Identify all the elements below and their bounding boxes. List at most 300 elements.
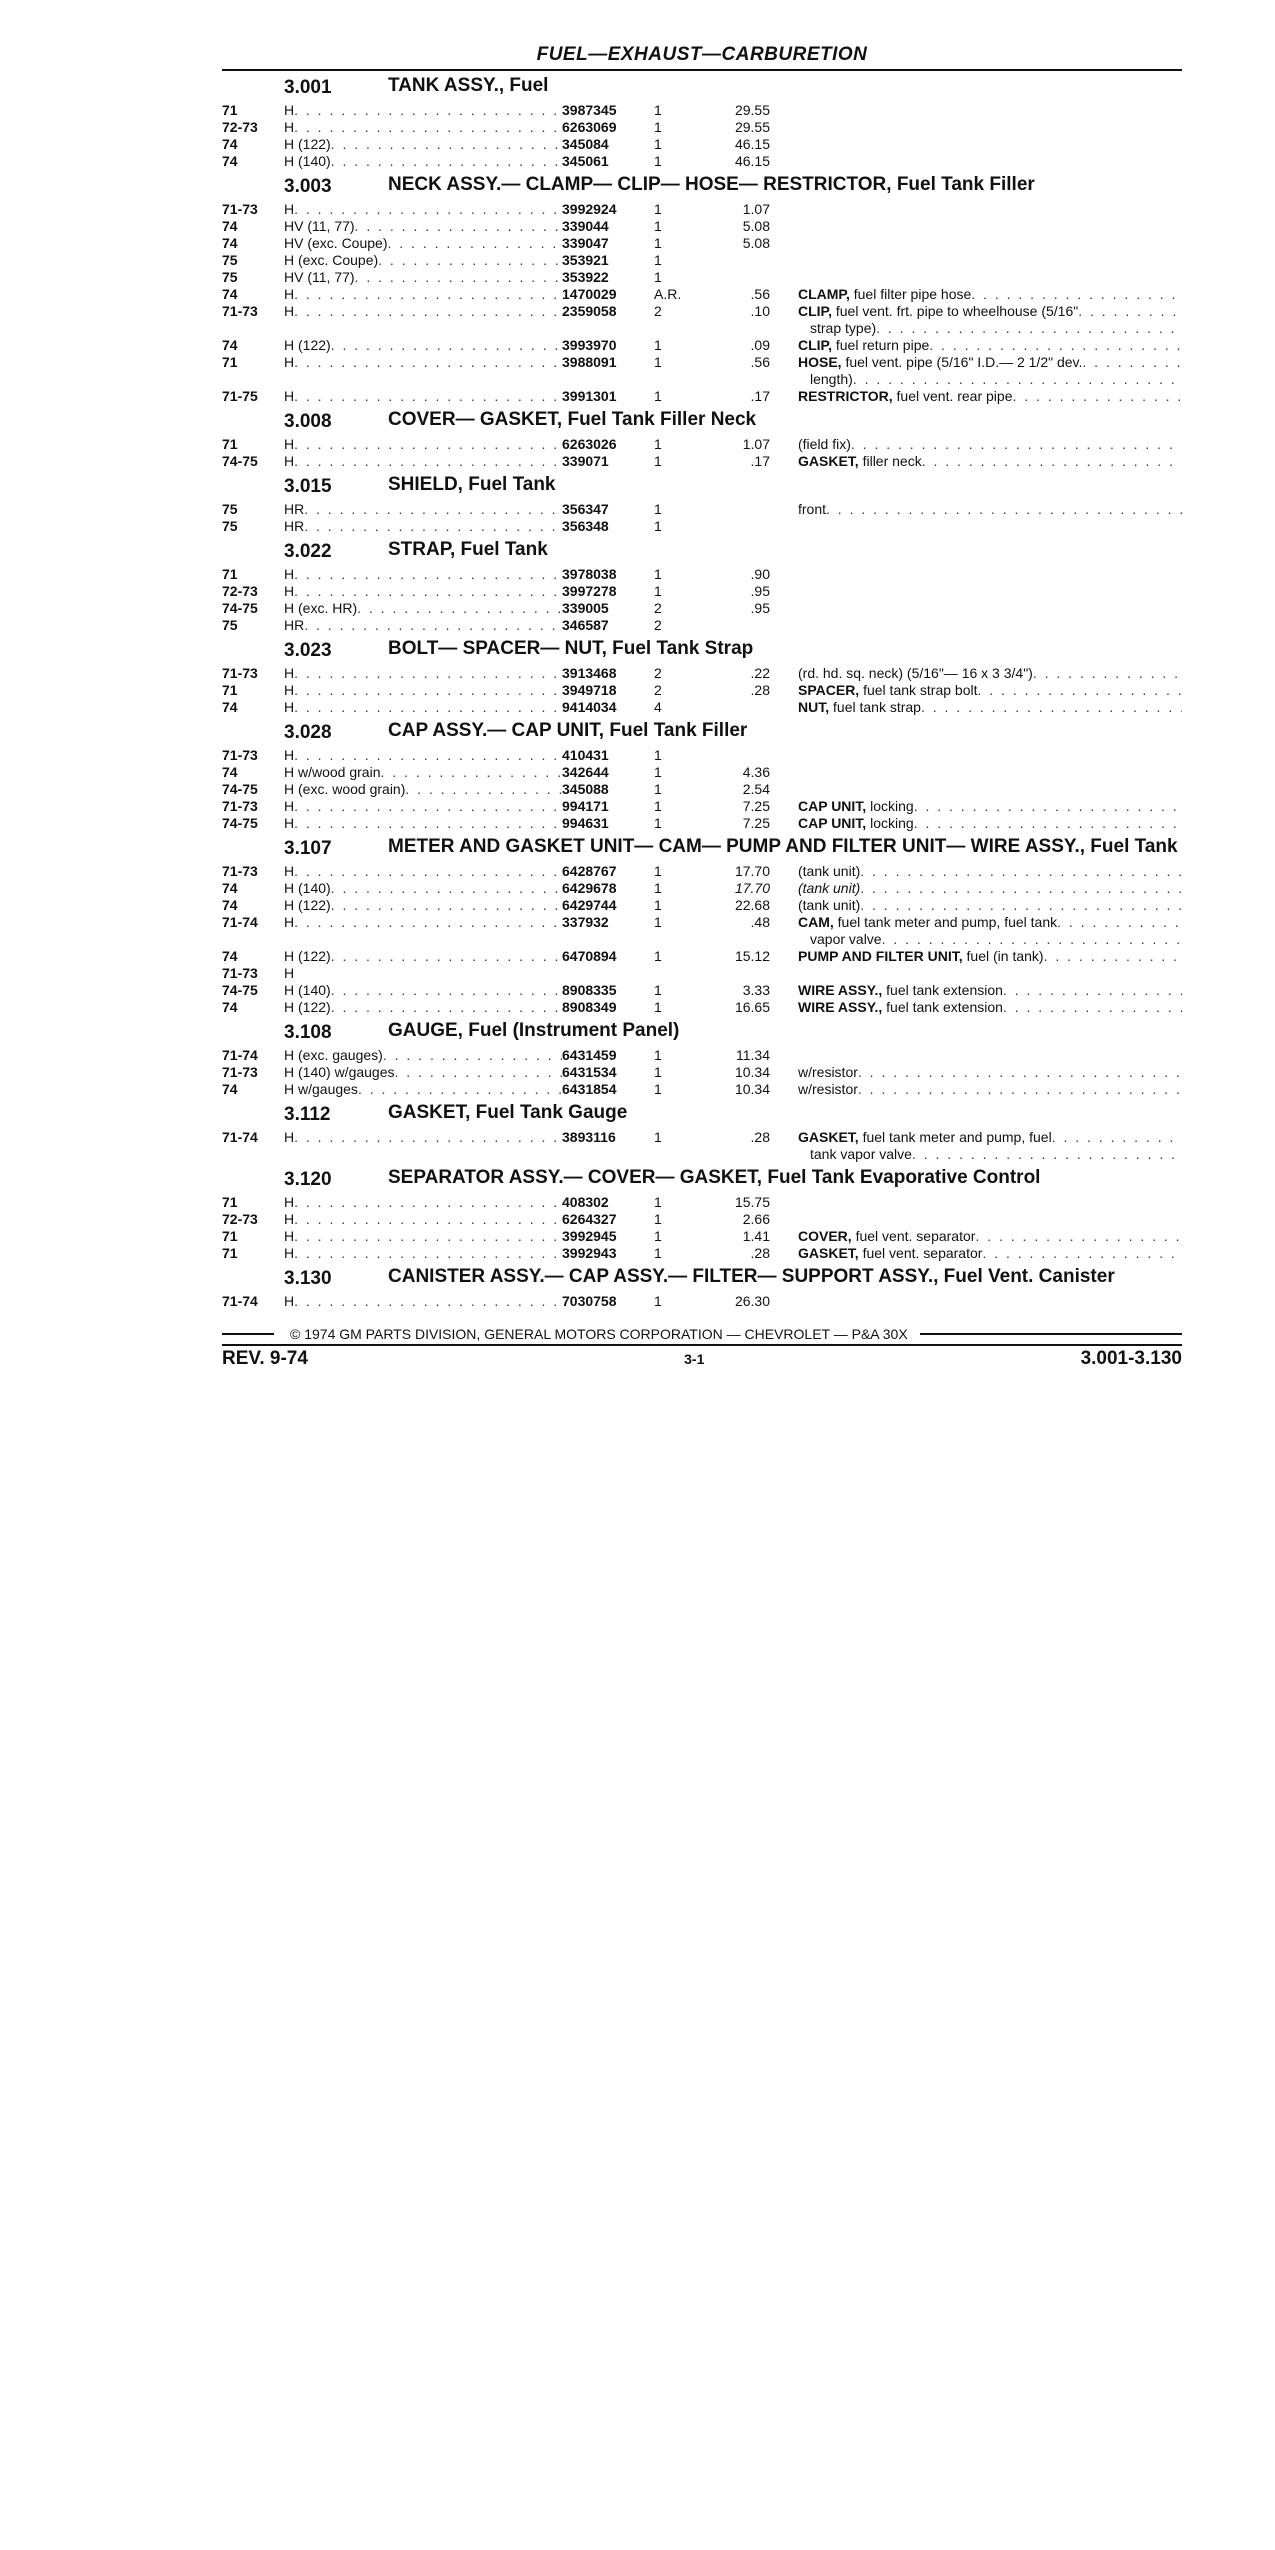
section-header: [222, 1104, 1182, 1126]
model-years: 74-75: [222, 982, 258, 998]
model-years: 74: [222, 235, 238, 251]
quantity: 1: [654, 1245, 662, 1261]
model-cell: [284, 518, 562, 535]
description-continuation: [798, 320, 1182, 337]
quantity: 4: [654, 699, 662, 715]
model-cell: [284, 501, 562, 518]
part-number: 410431: [562, 747, 609, 763]
part-row: [222, 1228, 1182, 1245]
quantity: 1: [654, 1129, 662, 1145]
section-header: [222, 411, 1182, 433]
part-number: 6470894: [562, 948, 617, 964]
quantity: 1: [654, 388, 662, 404]
description-part-name: WIRE ASSY.,: [798, 999, 883, 1015]
leader-dots: [971, 286, 1182, 303]
part-row-continuation: [222, 1146, 1182, 1163]
description-detail: fuel tank meter and pump, fuel: [862, 1129, 1052, 1145]
model-years: 74: [222, 218, 238, 234]
leader-dots: [294, 798, 562, 815]
part-number: 3949718: [562, 682, 617, 698]
model-years: 74: [222, 897, 238, 913]
section-header: [222, 77, 1182, 99]
model-years: 71-73: [222, 201, 258, 217]
price: 1.07: [742, 201, 770, 217]
quantity: 1: [654, 1293, 662, 1309]
leader-dots: [858, 1081, 1182, 1098]
description-text: [798, 999, 1003, 1016]
footer-rule-right: [920, 1333, 1182, 1335]
part-row: [222, 235, 1182, 252]
section-3-112: [222, 1104, 1182, 1163]
part-number: 339005: [562, 600, 609, 616]
leader-dots: [1013, 388, 1183, 405]
description-text: [798, 880, 860, 897]
section-3-022: [222, 541, 1182, 634]
part-row: [222, 764, 1182, 781]
catalog-page: [222, 44, 1182, 1370]
description: [798, 1228, 1182, 1245]
model-text: H (122): [284, 337, 331, 353]
quantity: 1: [654, 102, 662, 118]
leader-dots: [387, 235, 562, 252]
description-detail: front: [798, 501, 827, 517]
quantity: 1: [654, 453, 662, 469]
model-cell: [284, 682, 562, 699]
model-text: H: [284, 1129, 295, 1145]
section-number: 3.001: [284, 77, 332, 98]
description-part-name: CLIP,: [798, 337, 832, 353]
quantity: 2: [654, 665, 662, 681]
part-number: 3992924: [562, 201, 617, 217]
section-3-001: [222, 77, 1182, 170]
model-text: H: [284, 583, 295, 599]
part-row: [222, 914, 1182, 931]
part-row-continuation: [222, 931, 1182, 948]
leader-dots: [294, 1129, 562, 1146]
description-part-name: WIRE ASSY.,: [798, 982, 883, 998]
model-years: 75: [222, 501, 238, 517]
model-text: H: [284, 699, 295, 715]
leader-dots: [304, 518, 562, 535]
description: [798, 982, 1182, 999]
part-row: [222, 815, 1182, 832]
model-text: H: [284, 965, 295, 981]
part-row: [222, 999, 1182, 1016]
leader-dots: [294, 286, 562, 303]
quantity: 1: [654, 1047, 662, 1063]
model-cell: [284, 566, 562, 583]
model-text: H: [284, 388, 295, 404]
part-number: 6429678: [562, 880, 617, 896]
model-text: HR: [284, 617, 305, 633]
leader-dots: [304, 617, 562, 634]
price: 7.25: [742, 815, 770, 831]
quantity: 1: [654, 501, 662, 517]
quantity: 1: [654, 1194, 662, 1210]
model-years: 74-75: [222, 600, 258, 616]
model-years: 71: [222, 436, 238, 452]
model-text: H: [284, 303, 295, 319]
part-number: 3992943: [562, 1245, 617, 1261]
quantity: 2: [654, 617, 662, 633]
leader-dots: [331, 136, 562, 153]
leader-dots: [355, 269, 562, 286]
model-text: H (exc. wood grain): [284, 781, 406, 797]
description-text: [798, 453, 922, 470]
part-row: [222, 566, 1182, 583]
part-row: [222, 1047, 1182, 1064]
part-number: 3978038: [562, 566, 617, 582]
quantity: 1: [654, 914, 662, 930]
leader-dots: [853, 371, 1182, 388]
part-row: [222, 153, 1182, 170]
description: [798, 453, 1182, 470]
quantity: 1: [654, 764, 662, 780]
price: 29.55: [734, 119, 770, 135]
description-part-name: RESTRICTOR,: [798, 388, 893, 404]
leader-dots: [1003, 982, 1182, 999]
model-cell: [284, 863, 562, 880]
part-number: 6431854: [562, 1081, 617, 1097]
leader-dots: [975, 1228, 1182, 1245]
model-cell: [284, 201, 562, 218]
part-number: 3993970: [562, 337, 617, 353]
model-cell: [284, 269, 562, 286]
price: 11.34: [736, 1047, 770, 1063]
description: [798, 815, 1182, 832]
part-row: [222, 897, 1182, 914]
model-text: H: [284, 453, 295, 469]
part-number: 339047: [562, 235, 609, 251]
price: 5.08: [742, 235, 770, 251]
quantity: 1: [654, 153, 662, 169]
part-row: [222, 1293, 1182, 1310]
model-years: 71: [222, 1245, 238, 1261]
price: 5.08: [742, 218, 770, 234]
sections-container: [222, 77, 1182, 1310]
part-number: 6431534: [562, 1064, 617, 1080]
description-part-name: GASKET,: [798, 1245, 859, 1261]
part-number: 356347: [562, 501, 609, 517]
leader-dots: [851, 436, 1182, 453]
part-row: [222, 798, 1182, 815]
price: .56: [750, 286, 770, 302]
part-row: [222, 1081, 1182, 1098]
leader-dots: [294, 914, 562, 931]
model-cell: [284, 436, 562, 453]
model-cell: [284, 153, 562, 170]
model-text: H w/wood grain: [284, 764, 381, 780]
part-row: [222, 201, 1182, 218]
model-cell: [284, 388, 562, 405]
part-row: [222, 337, 1182, 354]
part-number: 9414034: [562, 699, 617, 715]
price: 46.15: [734, 153, 770, 169]
model-text: H w/gauges: [284, 1081, 358, 1097]
description-text: [798, 354, 1082, 371]
part-row: [222, 218, 1182, 235]
leader-dots: [860, 863, 1182, 880]
price: .28: [750, 1129, 770, 1145]
part-number: 6428767: [562, 863, 617, 879]
description-part-name: COVER,: [798, 1228, 852, 1244]
part-number: 6263069: [562, 119, 617, 135]
leader-dots: [858, 1064, 1182, 1081]
model-years: 75: [222, 252, 238, 268]
model-cell: [284, 286, 562, 303]
model-text: H (140) w/gauges: [284, 1064, 395, 1080]
part-row: [222, 388, 1182, 405]
description-detail: fuel tank strap bolt: [863, 682, 978, 698]
description-part-name: SPACER,: [798, 682, 860, 698]
description-detail: fuel tank extension: [886, 999, 1003, 1015]
page-title: FUEL—EXHAUST—CARBURETION: [222, 44, 1182, 71]
model-cell: [284, 897, 562, 914]
description-text: [798, 286, 971, 303]
model-cell: [284, 218, 562, 235]
part-row: [222, 1129, 1182, 1146]
description: [798, 948, 1182, 965]
part-row: [222, 119, 1182, 136]
leader-dots: [1057, 914, 1182, 931]
part-number: 337932: [562, 914, 609, 930]
description-text: [798, 982, 1003, 999]
model-text: H: [284, 1245, 295, 1261]
part-row: [222, 252, 1182, 269]
quantity: 1: [654, 897, 662, 913]
model-years: 72-73: [222, 1211, 258, 1227]
part-row: [222, 583, 1182, 600]
model-cell: [284, 1211, 562, 1228]
part-number: 346587: [562, 617, 609, 633]
model-years: 75: [222, 269, 238, 285]
leader-dots: [294, 682, 562, 699]
quantity: 1: [654, 1228, 662, 1244]
leader-dots: [294, 1211, 562, 1228]
description: [798, 1129, 1182, 1146]
price: 22.68: [734, 897, 770, 913]
description-part-name: CAP UNIT,: [798, 798, 867, 814]
description-continuation-text: vapor valve: [810, 931, 882, 947]
model-cell: [284, 136, 562, 153]
model-years: 74: [222, 880, 238, 896]
part-row: [222, 501, 1182, 518]
model-cell: [284, 1064, 562, 1081]
quantity: 1: [654, 798, 662, 814]
leader-dots: [294, 1228, 562, 1245]
description-part-name: GASKET,: [798, 1129, 859, 1145]
part-number: 3992945: [562, 1228, 617, 1244]
model-years: 72-73: [222, 583, 258, 599]
section-name: SHIELD, Fuel Tank: [388, 474, 556, 495]
leader-dots: [294, 747, 562, 764]
model-cell: [284, 1081, 562, 1098]
leader-dots: [860, 897, 1182, 914]
leader-dots: [304, 501, 562, 518]
description-text: [798, 897, 860, 914]
description-detail: fuel (in tank): [966, 948, 1044, 964]
part-row: [222, 1211, 1182, 1228]
leader-dots: [294, 583, 562, 600]
description-detail: fuel filter pipe hose: [853, 286, 972, 302]
quantity: 1: [654, 218, 662, 234]
description-continuation: [798, 371, 1182, 388]
quantity: 1: [654, 337, 662, 353]
model-years: 74: [222, 999, 238, 1015]
leader-dots: [355, 218, 562, 235]
section-3-015: [222, 476, 1182, 535]
leader-dots: [294, 815, 562, 832]
description-part-name: CAM,: [798, 914, 834, 930]
part-number: 339044: [562, 218, 609, 234]
description-part-name: CLIP,: [798, 303, 832, 319]
part-row: [222, 747, 1182, 764]
price: .90: [750, 566, 770, 582]
part-number: 2359058: [562, 303, 617, 319]
leader-dots: [294, 566, 562, 583]
section-name: BOLT— SPACER— NUT, Fuel Tank Strap: [388, 638, 754, 659]
leader-dots: [383, 1047, 562, 1064]
description-part-name: PUMP AND FILTER UNIT,: [798, 948, 963, 964]
description: [798, 682, 1182, 699]
quantity: 1: [654, 201, 662, 217]
section-3-003: [222, 176, 1182, 405]
part-row: [222, 286, 1182, 303]
section-number: 3.120: [284, 1169, 332, 1190]
model-text: H (exc. gauges): [284, 1047, 383, 1063]
part-number: 994631: [562, 815, 609, 831]
leader-dots: [914, 798, 1182, 815]
part-row: [222, 665, 1182, 682]
part-row: [222, 136, 1182, 153]
quantity: 2: [654, 303, 662, 319]
model-cell: [284, 982, 562, 999]
leader-dots: [294, 119, 562, 136]
description: [798, 388, 1182, 405]
model-years: 74-75: [222, 453, 258, 469]
part-row: [222, 269, 1182, 286]
part-number: 8908349: [562, 999, 617, 1015]
description: [798, 863, 1182, 880]
leader-dots: [357, 600, 562, 617]
price: 15.12: [734, 948, 770, 964]
part-row: [222, 600, 1182, 617]
description-detail: w/resistor: [798, 1064, 858, 1080]
model-cell: [284, 948, 562, 965]
model-years: 71-73: [222, 863, 258, 879]
section-header: [222, 838, 1182, 860]
model-cell: [284, 1129, 562, 1146]
description-detail: fuel vent. rear pipe: [896, 388, 1013, 404]
price: .22: [750, 665, 770, 681]
section-name: COVER— GASKET, Fuel Tank Filler Neck: [388, 409, 757, 430]
leader-dots: [294, 201, 562, 218]
section-3-023: [222, 640, 1182, 716]
part-number: 1470029: [562, 286, 617, 302]
description-detail: w/resistor: [798, 1081, 858, 1097]
model-years: 71-73: [222, 665, 258, 681]
model-text: H: [284, 798, 295, 814]
leader-dots: [331, 948, 562, 965]
price: .10: [750, 303, 770, 319]
quantity: 1: [654, 1211, 662, 1227]
price: 16.65: [734, 999, 770, 1015]
model-text: HR: [284, 501, 305, 517]
price: .17: [750, 388, 770, 404]
model-text: H: [284, 665, 295, 681]
model-years: 74-75: [222, 815, 258, 831]
description-text: [798, 1228, 975, 1245]
footer-rule-left: [222, 1333, 274, 1335]
quantity: 1: [654, 1081, 662, 1097]
description: [798, 337, 1182, 354]
description-text: [798, 1081, 858, 1098]
description: [798, 1245, 1182, 1262]
model-text: HV (exc. Coupe): [284, 235, 388, 251]
part-number: 345061: [562, 153, 609, 169]
leader-dots: [294, 453, 562, 470]
section-name: STRAP, Fuel Tank: [388, 539, 548, 560]
model-cell: [284, 303, 562, 320]
model-text: H: [284, 747, 295, 763]
description: [798, 798, 1182, 815]
description: [798, 999, 1182, 1016]
model-text: H: [284, 102, 295, 118]
part-row: [222, 354, 1182, 371]
section-3-120: [222, 1169, 1182, 1262]
model-years: 74: [222, 699, 238, 715]
price: 10.34: [734, 1064, 770, 1080]
description-text: [798, 337, 929, 354]
leader-dots: [331, 982, 562, 999]
model-cell: [284, 354, 562, 371]
leader-dots: [929, 337, 1182, 354]
model-text: H: [284, 354, 295, 370]
section-name: NECK ASSY.— CLAMP— CLIP— HOSE— RESTRICTOR, Fuel Tank Filler: [388, 174, 1035, 195]
model-years: 71-73: [222, 798, 258, 814]
description: [798, 1064, 1182, 1081]
part-number: 408302: [562, 1194, 609, 1210]
footer-page-number: 3-1: [684, 1351, 705, 1367]
model-cell: [284, 583, 562, 600]
model-years: 75: [222, 617, 238, 633]
leader-dots: [921, 699, 1182, 716]
model-text: H: [284, 863, 295, 879]
model-cell: [284, 914, 562, 931]
section-header: [222, 1022, 1182, 1044]
price: 7.25: [742, 798, 770, 814]
section-number: 3.130: [284, 1268, 332, 1289]
section-number: 3.108: [284, 1022, 332, 1043]
price: .17: [750, 453, 770, 469]
part-row: [222, 863, 1182, 880]
description-part-name: GASKET,: [798, 453, 859, 469]
section-3-008: [222, 411, 1182, 470]
leader-dots: [294, 388, 562, 405]
description-text: [798, 914, 1057, 931]
model-text: H: [284, 119, 295, 135]
part-row: [222, 617, 1182, 634]
model-text: H (140): [284, 880, 331, 896]
section-number: 3.022: [284, 541, 332, 562]
part-row: [222, 102, 1182, 119]
description-detail: locking: [870, 815, 914, 831]
description-text: [798, 436, 851, 453]
model-cell: [284, 252, 562, 269]
quantity: 1: [654, 880, 662, 896]
description-detail: fuel tank strap: [833, 699, 921, 715]
model-text: HV (11, 77): [284, 218, 355, 234]
